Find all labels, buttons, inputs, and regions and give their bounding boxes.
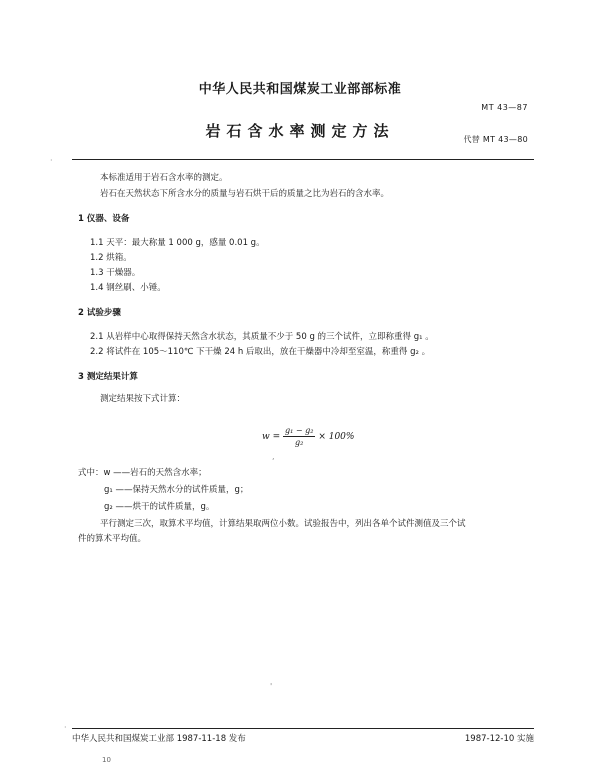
scan-speck: ' xyxy=(270,682,273,691)
section-1-item-4: 1.4 钢丝刷、小锤。 xyxy=(90,283,166,293)
section-1-item-3: 1.3 干燥器。 xyxy=(90,268,141,278)
formula-lhs: w = xyxy=(262,432,281,442)
averaging-paragraph-line-2: 件的算术平均值。 xyxy=(78,534,147,544)
formula-intro: 测定结果按下式计算： xyxy=(100,394,186,404)
formula-fraction xyxy=(283,426,315,447)
section-2-item-1: 2.1 从岩样中心取得保持天然含水状态，其质量不少于 50 g 的三个试件，立即称重得 g₁ 。 xyxy=(90,332,434,342)
water-content-formula xyxy=(262,426,354,447)
section-1-heading: 1 仪器、设备 xyxy=(78,214,130,224)
scan-speck: · xyxy=(64,723,67,732)
ministry-standard-heading: 中华人民共和国煤炭工业部部标准 xyxy=(198,82,402,97)
where-line-2: g₁ ——保持天然水分的试件质量，g； xyxy=(104,485,249,495)
section-2-heading: 2 试验步骤 xyxy=(78,308,121,318)
where-line-1: 式中：w ——岩石的天然含水率； xyxy=(78,468,207,478)
formula-denominator: g₂ xyxy=(295,438,304,447)
section-1-item-1: 1.1 天平：最大称量 1 000 g，感量 0.01 g。 xyxy=(90,238,265,248)
where-line-3: g₂ ——烘干的试件质量，g。 xyxy=(104,502,215,512)
averaging-paragraph-line-1: 平行测定三次，取算术平均值，计算结果取两位小数。试验报告中，列出各单个试件测值及三个试 xyxy=(100,519,466,529)
effective-date: 1987-12-10 实施 xyxy=(464,734,534,744)
top-divider xyxy=(72,159,534,160)
issue-notice: 中华人民共和国煤炭工业部 1987-11-18 发布 xyxy=(72,734,246,744)
standard-code: MT 43—87 xyxy=(481,103,528,112)
scan-speck: , xyxy=(272,452,275,461)
scan-speck: · xyxy=(50,156,53,165)
page-number: 10 xyxy=(102,756,111,764)
intro-line-2: 岩石在天然状态下所含水分的质量与岩石烘干后的质量之比为岩石的含水率。 xyxy=(100,189,390,199)
section-2-item-2: 2.2 将试件在 105～110℃ 下干燥 24 h 后取出，放在干燥器中冷却至室温，称重得 g₂ 。 xyxy=(90,347,431,357)
formula-numerator: g₁ − g₂ xyxy=(284,426,314,435)
bottom-divider xyxy=(72,728,534,729)
section-3-heading: 3 测定结果计算 xyxy=(78,372,138,382)
formula-tail: × 100% xyxy=(318,432,355,442)
document-title: 岩石含水率测定方法 xyxy=(205,122,395,140)
replaces-standard: 代替 MT 43—80 xyxy=(463,135,528,144)
intro-line-1: 本标准适用于岩石含水率的测定。 xyxy=(100,173,228,183)
section-1-item-2: 1.2 烘箱。 xyxy=(90,253,132,263)
